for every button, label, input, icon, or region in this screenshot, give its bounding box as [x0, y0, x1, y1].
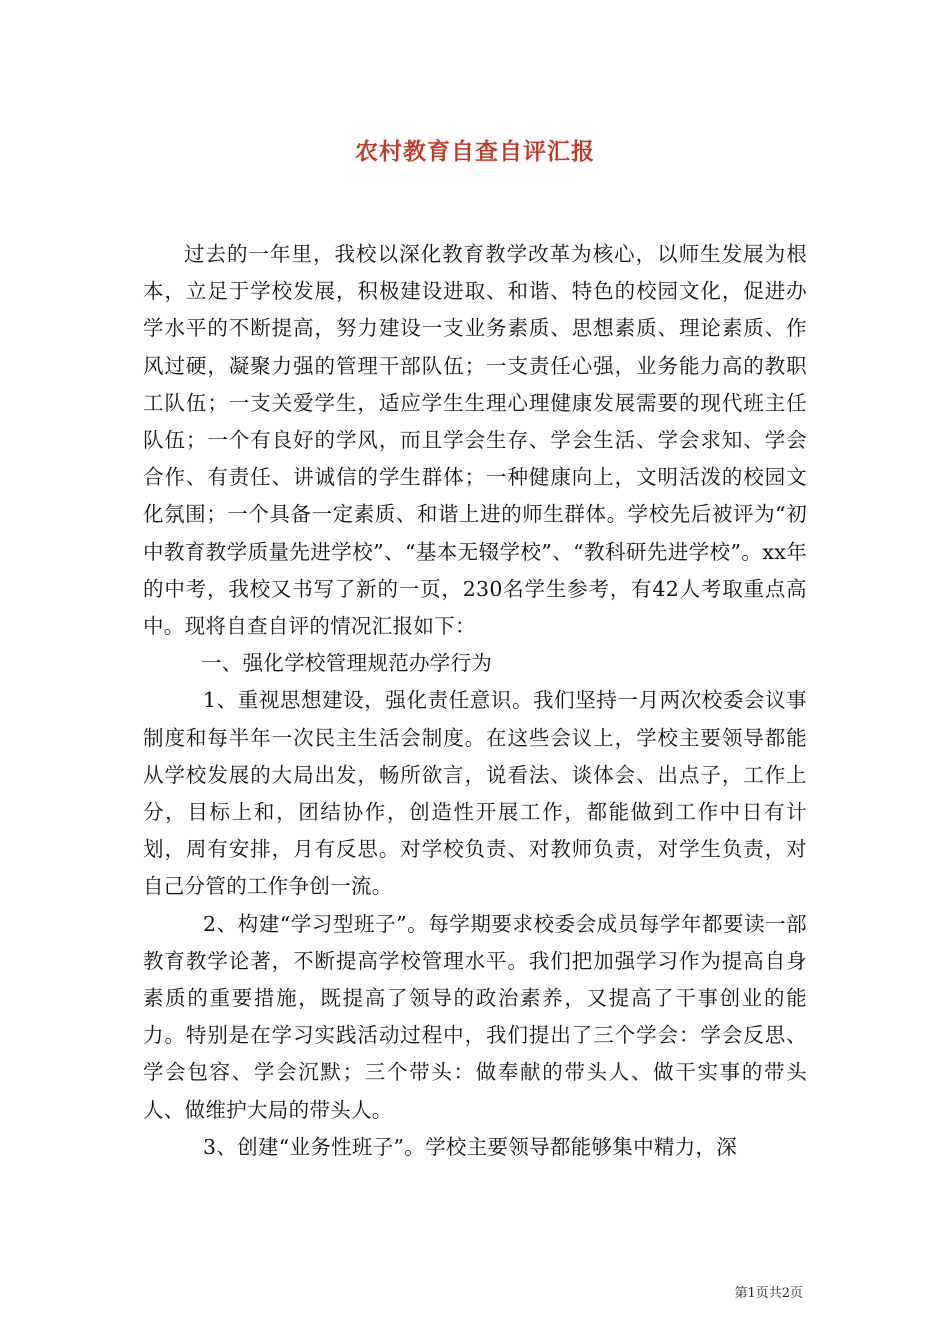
document-body: [143, 236, 807, 1166]
section-heading: 一、强化学校管理规范办学行为: [201, 651, 493, 676]
document-title: 农村教育自查自评汇报: [355, 138, 595, 165]
intro-paragraph: 过去的一年里，我校以深化教育教学改革为核心，以师生发展为根本，立足于学校发展，积极建设进取、和谐、特色的校园文化，促进办学水平的不断提高，努力建设一支业务素质、思想素质、理论素质、作风过硬，凝聚力强的管理干部队伍；一支责任心强，业务能力高的教职工队伍；一支关爱学生，适应学生生理心理健康发展需要的现代班主任队伍；一个有良好的学风，而且学会生存、学会生活、学会求知、学会合作、有责任、讲诚信的学生群体；一种健康向上，文明活泼的校园文化氛围；一个具备一定素质、和谐上进的师生群体。学校先后被评为“初中教育教学质量先进学校”、“基本无辍学校”、“教科研先进学校”。xx年的中考，我校又书写了新的一页，230名学生参考，有42人考取重点高中。现将自查自评的情况汇报如下：: [143, 242, 807, 639]
item-paragraph-3: 3、创建“业务性班子”。学校主要领导都能够集中精力，深: [203, 1134, 738, 1159]
page-number: 第1页共2页: [734, 1286, 803, 1301]
item-paragraph-1: 1、重视思想建设，强化责任意识。我们坚持一月两次校委会议事制度和每半年一次民主生活会制度。在这些会议上，学校主要领导都能从学校发展的大局出发，畅所欲言，说看法、谈体会、出点子，工作上分，目标上和，团结协作，创造性开展工作，都能做到工作中日有计划，周有安排，月有反思。对学校负责、对教师负责，对学生负责，对自己分管的工作争创一流。: [143, 688, 807, 899]
item-paragraph-2: 2、构建“学习型班子”。每学期要求校委会成员每学年都要读一部教育教学论著，不断提高学校管理水平。我们把加强学习作为提高自身素质的重要措施，既提高了领导的政治素养，又提高了干事创业的能力。特别是在学习实践活动过程中，我们提出了三个学会：学会反思、学会包容、学会沉默；三个带头：做奉献的带头人、做干实事的带头人、做维护大局的带头人。: [143, 911, 807, 1122]
